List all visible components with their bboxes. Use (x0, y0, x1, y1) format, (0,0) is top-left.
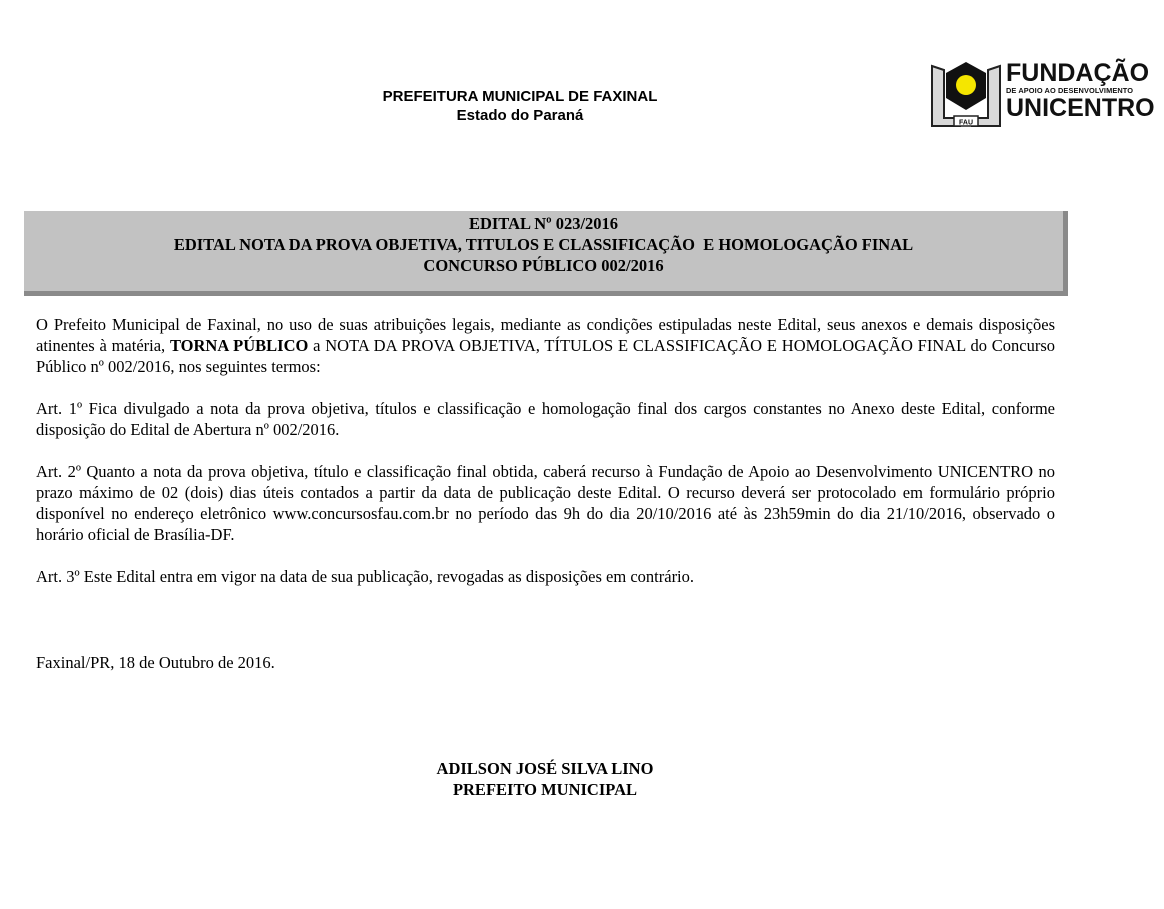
place-and-date: Faxinal/PR, 18 de Outubro de 2016. (36, 653, 275, 672)
intro-text-end: a NOTA DA PROVA OBJETIVA, TÍTULOS E CLASSIFICAÇÃO E HOMOLOGAÇÃO FINAL do Concurso Público nº 002/2016, nos seguintes termos: (36, 336, 1055, 376)
fundacao-unicentro-logo (930, 58, 1155, 130)
signatory-role: PREFEITO MUNICIPAL (452, 780, 638, 799)
logo-title-unicentro: UNICENTRO (1006, 94, 1155, 122)
article-1: Art. 1º Fica divulgado a nota da prova objetiva, títulos e classificação e homologação final dos cargos constantes no Anexo deste Edital, conforme disposição do Edital de Abertura nº 002/2016. (36, 399, 1055, 439)
concurso-number: CONCURSO PÚBLICO 002/2016 (423, 256, 664, 275)
intro-text-start: O Prefeito Municipal de Faxinal, no uso de suas atribuições legais, mediante as condições estipuladas neste Edital, seus anexos e demais disposições atinentes à matéria, (36, 315, 1055, 355)
logo-badge: FAU (959, 119, 973, 127)
article-2: Art. 2º Quanto a nota da prova objetiva, título e classificação final obtida, caberá recurso à Fundação de Apoio ao Desenvolvimento UNICENTRO no prazo máximo de 02 (dois) dias úteis contados a partir da data de publicação deste Edital. O recurso deverá ser protocolado em formulário próprio disponível no endereço eletrônico www.concursosfau.com.br no período das 9h do dia 20/10/2016 até às 23h59min do dia 21/10/2016, observado o horário oficial de Brasília-DF. (36, 462, 1055, 544)
municipality-name: PREFEITURA MUNICIPAL DE FAXINAL (382, 88, 658, 105)
signature-block (380, 758, 710, 800)
edital-title-box (24, 211, 1068, 296)
edital-subject: EDITAL NOTA DA PROVA OBJETIVA, TITULOS E CLASSIFICAÇÃO E HOMOLOGAÇÃO FINAL (173, 235, 914, 254)
logo-subtitle: DE APOIO AO DESENVOLVIMENTO (1006, 86, 1134, 95)
logo-title-fundacao: FUNDAÇÃO (1006, 59, 1150, 87)
edital-body (36, 314, 1055, 608)
fau-emblem-icon (930, 60, 1002, 128)
state-name: Estado do Paraná (456, 107, 584, 124)
torna-publico-text: TORNA PÚBLICO (169, 336, 309, 355)
article-3: Art. 3º Este Edital entra em vigor na data de sua publicação, revogadas as disposições em contrário. (36, 567, 695, 586)
municipality-header (340, 87, 700, 125)
intro-paragraph (36, 314, 1055, 377)
signatory-name: ADILSON JOSÉ SILVA LINO (436, 759, 654, 778)
edital-number: EDITAL Nº 023/2016 (468, 214, 619, 233)
